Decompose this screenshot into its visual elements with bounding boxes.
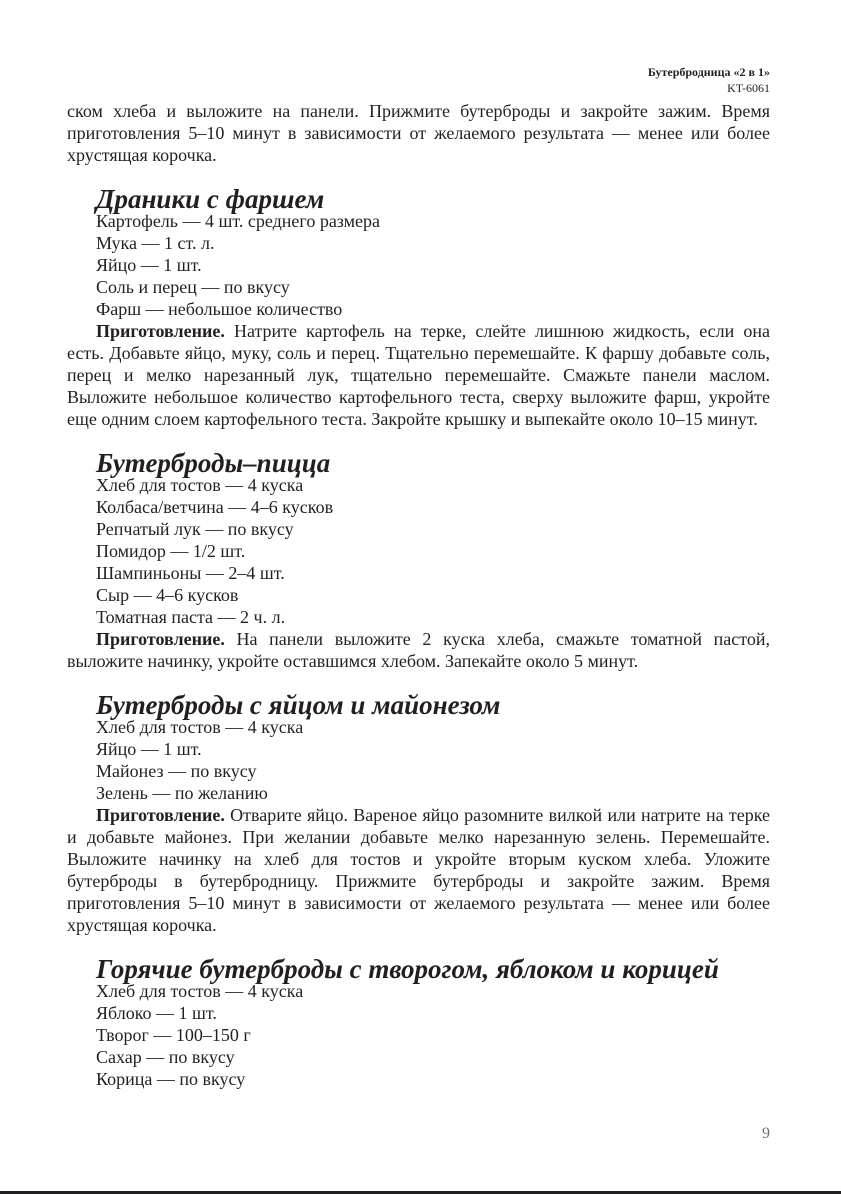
method-label: Приготовление. xyxy=(96,321,225,341)
ingredient-item: Зелень — по желанию xyxy=(96,783,268,803)
method-text: Натрите картофель на терке, слейте лишнюю жидкость, если она есть. Добавьте яйцо, муку, соль и перец. Тщательно перемешайте. К фаршу добавьте соль, перец и мелко нарезанный лук, тщательно перемешайте. Смажьте панели маслом. Выложите небольшое количество картофельного теста, сверху выложите фарш, укройте еще одним слоем картофельного теста. Закройте крышку и выпекайте около 10–15 минут. xyxy=(67,321,770,429)
ingredient-item: Хлеб для тостов — 4 куска xyxy=(96,717,304,737)
ingredient-item: Мука — 1 ст. л. xyxy=(96,233,215,253)
recipe-title: Бутерброды с яйцом и майонезом xyxy=(96,690,501,720)
model-number: KT-6061 xyxy=(727,81,770,95)
ingredient-item: Яблоко — 1 шт. xyxy=(96,1003,217,1023)
ingredient-item: Помидор — 1/2 шт. xyxy=(96,541,246,561)
page-content xyxy=(67,100,770,1090)
ingredient-item: Хлеб для тостов — 4 куска xyxy=(96,981,304,1001)
ingredient-item: Корица — по вкусу xyxy=(96,1069,246,1089)
ingredient-list xyxy=(67,210,770,320)
method-label: Приготовление. xyxy=(96,629,225,649)
page-number: 9 xyxy=(762,1125,770,1142)
product-title: Бутербродница «2 в 1» xyxy=(647,65,770,79)
ingredient-item: Сахар — по вкусу xyxy=(96,1047,235,1067)
recipe-title: Драники с фаршем xyxy=(96,184,325,214)
ingredient-list xyxy=(67,980,770,1090)
ingredient-item: Томатная паста — 2 ч. л. xyxy=(96,607,286,627)
recipe-title: Горячие бутерброды с творогом, яблоком и корицей xyxy=(96,954,719,984)
ingredient-item: Фарш — небольшое количество xyxy=(96,299,343,319)
ingredient-item: Колбаса/ветчина — 4–6 кусков xyxy=(96,497,334,517)
method-text: Отварите яйцо. Вареное яйцо разомните вилкой или натрите на терке и добавьте майонез. При желании добавьте мелко нарезанную зелень. Перемешайте. Выложите начинку на хлеб для тостов и укройте вторым куском хлеба. Уложите бутерброды в бутербродницу. Прижмите бутерброды и закройте зажим. Время приготовления 5–10 минут в зависимости от желаемого результата — менее или более хрустящая корочка. xyxy=(67,805,770,935)
running-header xyxy=(648,64,770,96)
ingredient-item: Сыр — 4–6 кусков xyxy=(96,585,239,605)
ingredient-item: Яйцо — 1 шт. xyxy=(96,739,202,759)
ingredient-item: Картофель — 4 шт. среднего размера xyxy=(96,211,381,231)
ingredient-item: Репчатый лук — по вкусу xyxy=(96,519,294,539)
ingredient-item: Соль и перец — по вкусу xyxy=(96,277,290,297)
ingredient-item: Майонез — по вкусу xyxy=(96,761,257,781)
method-paragraph xyxy=(67,804,770,936)
recipe-title: Бутерброды–пицца xyxy=(96,448,331,478)
intro-paragraph: ском хлеба и выложите на панели. Прижмите бутерброды и закройте зажим. Время приготовления 5–10 минут в зависимости от желаемого результата — менее или более хрустящая корочка. xyxy=(67,101,770,165)
method-label: Приготовление. xyxy=(96,805,225,825)
method-paragraph xyxy=(67,320,770,430)
ingredient-item: Яйцо — 1 шт. xyxy=(96,255,202,275)
method-text: На панели выложите 2 куска хлеба, смажьте томатной пастой, выложите начинку, укройте оставшимся хлебом. Запекайте около 5 минут. xyxy=(67,629,770,671)
ingredient-item: Хлеб для тостов — 4 куска xyxy=(96,475,304,495)
ingredient-list xyxy=(67,474,770,628)
ingredient-list xyxy=(67,716,770,804)
method-paragraph xyxy=(67,628,770,672)
ingredient-item: Творог — 100–150 г xyxy=(96,1025,251,1045)
ingredient-item: Шампиньоны — 2–4 шт. xyxy=(96,563,285,583)
